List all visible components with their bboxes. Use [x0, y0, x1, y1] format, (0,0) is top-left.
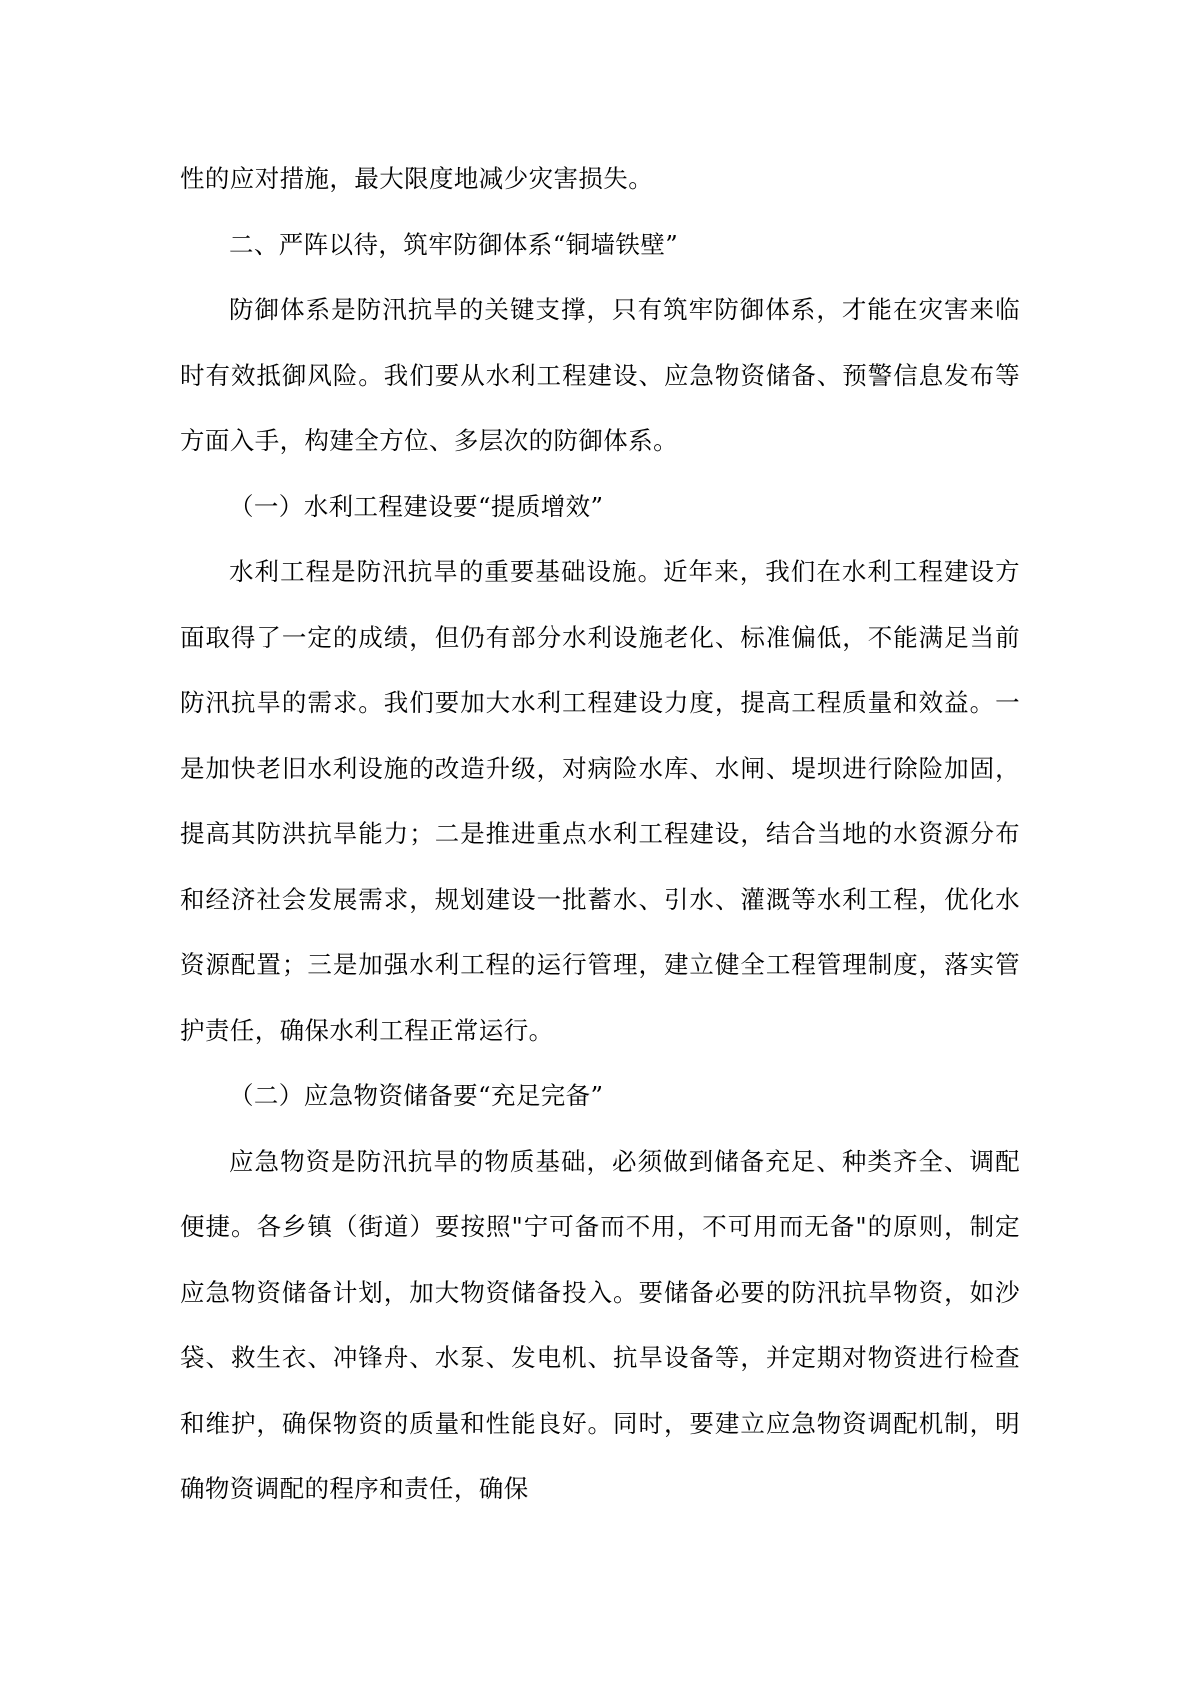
subsection-heading-water-projects: （一）水利工程建设要“提质增效” [229, 491, 604, 521]
subsection-heading-emergency-supplies: （二）应急物资储备要“充足完备” [229, 1081, 604, 1110]
paragraph-defense-system: 防御体系是防汛抗旱的关键支撑，只有筑牢防御体系，才能在灾害来临时有效抵御风险。我们要从水利工程建设、应急物资储备、预警信息发布等方面入手，构建全方位、多层次的防御体系。 [180, 295, 1020, 455]
document-body [180, 146, 1020, 1522]
paragraph-water-projects: 水利工程是防汛抗旱的重要基础设施。近年来，我们在水利工程建设方面取得了一定的成绩，但仍有部分水利设施老化、标准偏低，不能满足当前防汛抗旱的需求。我们要加大水利工程建设力度，提高工程质量和效益。一是加快老旧水利设施的改造升级，对病险水库、水闸、堤坝进行除险加固，提高其防洪抗旱能力；二是推进重点水利工程建设，结合当地的水资源分布和经济社会发展需求，规划建设一批蓄水、引水、灌溉等水利工程，优化水资源配置；三是加强水利工程的运行管理，建立健全工程管理制度，落实管护责任，确保水利工程正常运行。 [180, 557, 1020, 1045]
section-heading-2: 二、严阵以待，筑牢防御体系“铜墙铁壁” [229, 229, 679, 259]
paragraph-continued: 性的应对措施，最大限度地减少灾害损失。 [180, 164, 654, 193]
paragraph-emergency-supplies: 应急物资是防汛抗旱的物质基础，必须做到储备充足、种类齐全、调配便捷。各乡镇（街道）要按照"宁可备而不用，不可用而无备"的原则，制定应急物资储备计划，加大物资储备投入。要储备必要的防汛抗旱物资，如沙袋、救生衣、冲锋舟、水泵、发电机、抗旱设备等，并定期对物资进行检查和维护，确保物资的质量和性能良好。同时，要建立应急物资调配机制，明确物资调配的程序和责任，确保 [180, 1146, 1020, 1503]
